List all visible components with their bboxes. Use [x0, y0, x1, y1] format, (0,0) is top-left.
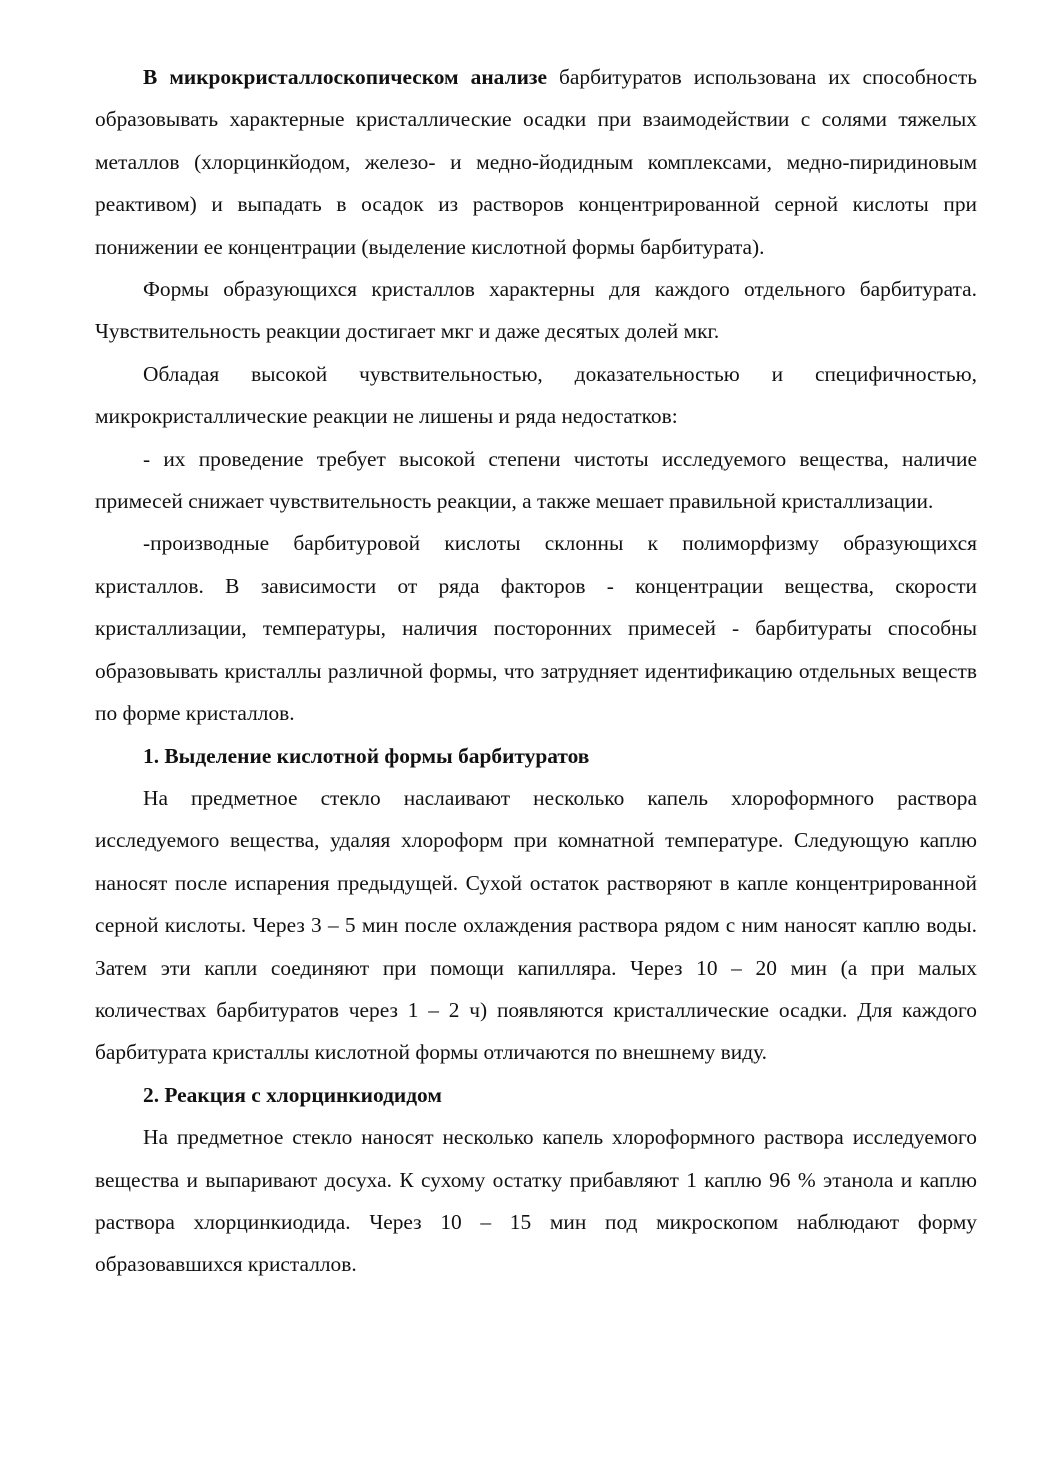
section-2-body: На предметное стекло наносят несколько капель хлороформного раствора исследуемого вещества и выпаривают досуха. К сухому остатку прибавляют 1 каплю 96 % этанола и каплю раствора хлорцинкиодида. Через 10 – 15 мин под микроскопом наблюдают форму образовавшихся кристаллов.	[95, 1125, 977, 1277]
intro-lead-term: В микрокристаллоскопическом анализе	[143, 65, 547, 89]
section-1-body: На предметное стекло наслаивают несколько капель хлороформного раствора исследуемого вещества, удаляя хлороформ при комнатной температуре. Следующую каплю наносят после испарения предыдущей. Сухой остаток растворяют в капле концентрированной серной кислоты. Через 3 – 5 мин после охлаждения раствора рядом с ним наносят каплю воды. Затем эти капли соединяют при помощи капилляра. Через 10 – 20 мин (а при малых количествах барбитуратов через 1 – 2 ч) появляются кристаллические осадки. Для каждого барбитурата кристаллы кислотной формы отличаются по внешнему виду.	[95, 785, 977, 1065]
drawbacks-intro-paragraph: Обладая высокой чувствительностью, доказательностью и специфичностью, микрокристаллические реакции не лишены и ряда недостатков:	[95, 361, 977, 429]
document-page	[95, 56, 977, 1286]
forms-paragraph: Формы образующихся кристаллов характерны для каждого отдельного барбитурата. Чувствительность реакции достигает мкг и даже десятых долей мкг.	[95, 277, 977, 344]
intro-text: барбитуратов использована их способность образовывать характерные кристаллические осадки при взаимодействии с солями тяжелых металлов (хлорцинкйодом, железо- и медно-йодидным комплексами, медно-пиридиновым реактивом) и выпадать в осадок из растворов концентрированной серной кислоты при понижении ее концентрации (выделение кислотной формы барбитурата).	[95, 65, 978, 259]
section-1-heading: 1. Выделение кислотной формы барбитуратов	[143, 743, 590, 768]
section-2-heading: 2. Реакция с хлорцинкиодидом	[143, 1082, 442, 1107]
drawback-item-1: - их проведение требует высокой степени чистоты исследуемого вещества, наличие примесей снижает чувствительность реакции, а также мешает правильной кристаллизации.	[95, 446, 977, 514]
drawback-item-2: -производные барбитуровой кислоты склонны к полиморфизму образующихся кристаллов. В зависимости от ряда факторов - концентрации вещества, скорости кристаллизации, температуры, наличия посторонних примесей - барбитураты способны образовывать кристаллы различной формы, что затрудняет идентификацию отдельных веществ по форме кристаллов.	[95, 531, 977, 726]
intro-paragraph	[95, 56, 977, 268]
